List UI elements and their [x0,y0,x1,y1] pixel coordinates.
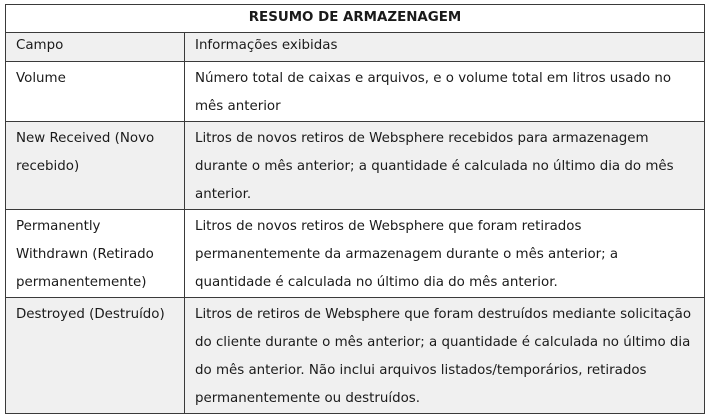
row-info: Litros de novos retiros de Websphere que foram retirados permanentemente da armazenagem durante o mês anterior; a quantidade é calculada no último dia do mês anterior. [185,210,705,298]
title-row [6,5,705,33]
header-info: Informações exibidas [185,33,705,62]
row-info: Litros de novos retiros de Websphere recebidos para armazenagem durante o mês anterior; a quantidade é calculada no último dia do mês anterior. [185,122,705,210]
row-field: Permanently Withdrawn (Retirado permanentemente) [6,210,185,298]
row-info: Número total de caixas e arquivos, e o volume total em litros usado no mês anterior [185,62,705,122]
table-row-destroyed [6,298,705,414]
row-field: Volume [6,62,185,122]
table-row-volume [6,62,705,122]
table-title: RESUMO DE ARMAZENAGEM [6,5,705,33]
row-field: Destroyed (Destruído) [6,298,185,414]
row-field: New Received (Novo recebido) [6,122,185,210]
table-row-new-received [6,122,705,210]
storage-summary-table [5,4,705,414]
header-row [6,33,705,62]
header-field: Campo [6,33,185,62]
row-info: Litros de retiros de Websphere que foram destruídos mediante solicitação do cliente durante o mês anterior; a quantidade é calculada no último dia do mês anterior. Não inclui arquivos listados/temporários, retirados permanentemente ou destruídos. [185,298,705,414]
table-row-permanently-withdrawn [6,210,705,298]
